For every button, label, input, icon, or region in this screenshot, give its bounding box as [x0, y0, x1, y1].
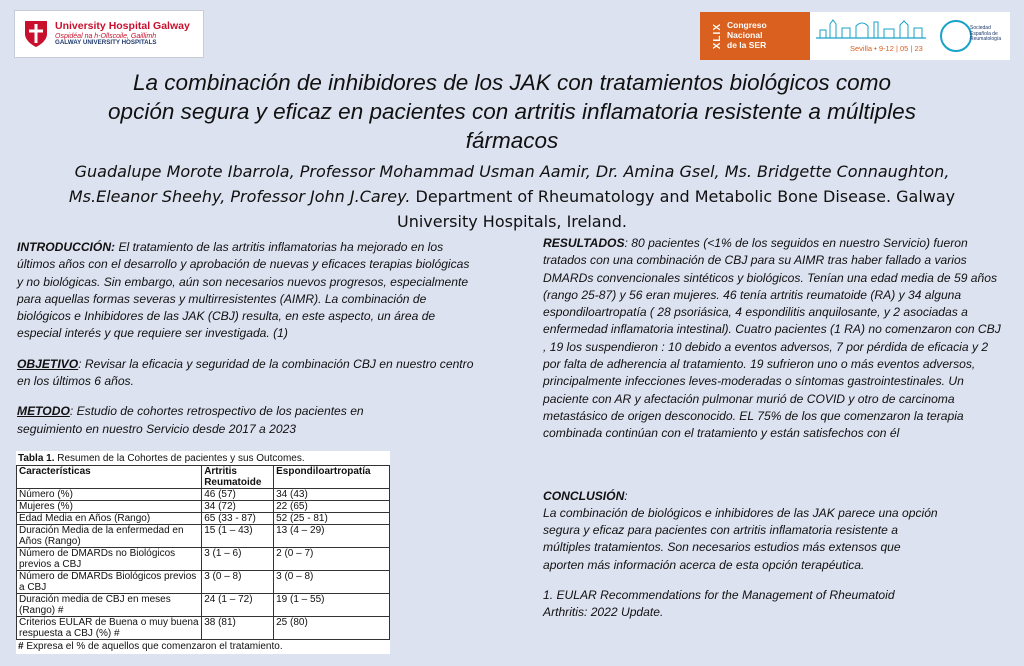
- congress-band: [700, 12, 810, 60]
- affiliation: Department of Rheumatology and Metabolic Bone Disease. Galway University Hospitals, Ireland.: [396, 187, 956, 231]
- intro-text: El tratamiento de las artritis inflamatorias ha mejorado en los últimos años con el desarrollo y aprobación de nuevas y eficaces terapias biológicas y no biológicas. Sin embargo, aún son necesarios nuevos progresos, especialmente para aquellas formas severas y multirresistentes (AIMR). La combinación de biológicos e Inhibidores de las JAK (CBJ) resulta, en este aspecto, un área de especial interés y que requiere ser investigada. (1): [17, 240, 470, 341]
- table-row: [17, 513, 390, 525]
- congress-title-line: Congreso: [727, 20, 767, 31]
- table-row: [17, 525, 390, 548]
- footnote-mark: #: [18, 641, 24, 652]
- header-spa: Espondiloartropatía: [274, 466, 390, 489]
- table-cell: 34 (43): [274, 489, 390, 501]
- author-names: Guadalupe Morote Ibarrola, Professor Mohammad Usman Aamir, Dr. Amina Gsel, Ms. Bridgette Connaughton, Ms.Eleanor Sheehy, Professor John J.Carey.: [68, 162, 950, 206]
- table-row: [17, 594, 390, 617]
- conclusion-label: CONCLUSIÓN: [543, 488, 625, 503]
- table-row: [17, 501, 390, 513]
- table-cell: 3 (0 – 8): [274, 571, 390, 594]
- header-ra: Artritis Reumatoide: [202, 466, 274, 489]
- table-cell: Número (%): [17, 489, 202, 501]
- table-header-row: [17, 466, 390, 489]
- conclusion-section: CONCLUSIÓN: La combinación de biológicos e inhibidores de las JAK parece una opción segura y eficaz para pacientes con artritis inflamatoria resistente a múltiples tratamientos. Son necesarios estudios más extensos que aporten más información acerca de esta opción terapéutica.: [543, 488, 938, 572]
- objective-text: : Revisar la eficacia y seguridad de la combinación CBJ en nuestro centro en los últimos 6 años.: [17, 356, 474, 389]
- table-cell: 3 (1 – 6): [202, 548, 274, 571]
- society-name: Sociedad Española de Reumatología: [970, 25, 1002, 42]
- table-cell: 19 (1 – 55): [274, 594, 390, 617]
- method-text: : Estudio de cohortes retrospectivo de los pacientes en seguimiento en nuestro Servicio desde 2017 a 2023: [17, 404, 364, 436]
- header-characteristics: Características: [17, 466, 202, 489]
- congress-title-line: de la SER: [727, 39, 767, 50]
- table-cell: Duración media de CBJ en meses (Rango) #: [17, 594, 202, 617]
- table-footnote: [16, 640, 390, 654]
- reference: 1. EULAR Recommendations for the Management of Rheumatoid Arthritis: 2022 Update.: [543, 588, 895, 620]
- skyline-icon: [816, 16, 926, 40]
- results-label: RESULTADOS: [543, 236, 625, 250]
- table-caption: [16, 451, 390, 465]
- table-row: [17, 548, 390, 571]
- table-cell: 34 (72): [202, 501, 274, 513]
- results-section: [543, 235, 1003, 443]
- table-caption-text: Resumen de la Cohortes de pacientes y sus Outcomes.: [54, 453, 305, 464]
- congress-logo: [700, 12, 1010, 60]
- table-cell: Duración Media de la enfermedad en Años (Rango): [17, 525, 202, 548]
- left-column: [17, 239, 477, 451]
- results-text: : 80 pacientes (<1% de los seguidos en nuestro Servicio) fueron tratados con una combinación de CBJ para su AIMR tras haber fallado a varios DMARDs convencionales sintéticos y biológicos. Tenían una edad media de 59 años (rango 25-87) y 56 eran mujeres. 46 tenía artritis reumatoide (RA) y 34 alguna espondiloartropatía ( 28 psoriásica, 4 espondilitis anquilosante, y 2 asociadas a enfermedad inflamatoria intestinal). Cuatro pacientes (1 RA) no comenzaron con CBJ , 19 los suspendieron : 10 debido a eventos adversos, 7 por pérdida de eficacia y 2 por falta de adherencia al tratamiento. 19 sufrieron uno o más eventos adversos, principalmente infecciones leves-moderadas o síntomas gastrointestinales. Un paciente con AR y afectación pulmonar murió de COVID y otro de carcinoma metastásico de origen desconocido. EL 75% de los que comenzaron la terapia combinada continúan con el tratamiento y están satisfechos con él: [543, 236, 1001, 441]
- objective-label: OBJETIVO: [17, 356, 79, 371]
- table-caption-label: Tabla 1.: [18, 453, 55, 464]
- table-cell: 38 (81): [202, 617, 274, 640]
- table-cell: Número de DMARDs no Biológicos previos a CBJ: [17, 548, 202, 571]
- hospital-logo: [14, 10, 204, 58]
- footnote-text: Expresa el % de aquellos que comenzaron el tratamiento.: [23, 641, 283, 652]
- hospital-irish-name: Ospidéal na h-Ollscoile, Gaillimh: [55, 32, 157, 40]
- congress-date: Sevilla • 9-12 | 05 | 23: [850, 44, 923, 53]
- table-cell: 25 (80): [274, 617, 390, 640]
- table-cell: 52 (25 - 81): [274, 513, 390, 525]
- objective-section: [17, 356, 477, 391]
- table-cell: 24 (1 – 72): [202, 594, 274, 617]
- congress-edition: XLIX: [712, 22, 723, 50]
- table-cell: 46 (57): [202, 489, 274, 501]
- ser-seal-icon: [940, 20, 972, 52]
- table-cell: 22 (65): [274, 501, 390, 513]
- hospital-group: GALWAY UNIVERSITY HOSPITALS: [55, 39, 157, 47]
- table-cell: 13 (4 – 29): [274, 525, 390, 548]
- table-cell: Mujeres (%): [17, 501, 202, 513]
- table-row: [17, 571, 390, 594]
- authors-block: [40, 159, 984, 234]
- table-cell: 15 (1 – 43): [202, 525, 274, 548]
- conclusion-text: La combinación de biológicos e inhibidores de las JAK parece una opción segura y eficaz para pacientes con artritis inflamatoria resistente a múltiples tratamientos. Son necesarios estudios más extensos que aporten más información acerca de esta opción terapéutica.: [543, 505, 938, 572]
- table-cell: Número de DMARDs Biológicos previos a CBJ: [17, 571, 202, 594]
- hospital-crest-icon: [23, 19, 49, 49]
- table-row: [17, 617, 390, 640]
- method-label: METODO: [17, 404, 70, 419]
- table-row: [17, 489, 390, 501]
- method-section: [17, 403, 367, 438]
- poster-title: La combinación de inhibidores de los JAK con tratamientos biológicos como opción segura y eficaz en pacientes con artritis inflamatoria resistente a múltiples fármacos: [108, 70, 916, 153]
- congress-title: [727, 21, 767, 50]
- intro-section: [17, 239, 477, 343]
- table-cell: Criterios EULAR de Buena o muy buena respuesta a CBJ (%) #: [17, 617, 202, 640]
- table-cell: Edad Media en Años (Rango): [17, 513, 202, 525]
- table-cell: 3 (0 – 8): [202, 571, 274, 594]
- right-column: [543, 235, 1003, 635]
- hospital-name: University Hospital Galway: [55, 19, 190, 32]
- data-table: [16, 465, 390, 640]
- table-cell: 65 (33 - 87): [202, 513, 274, 525]
- table-cell: 2 (0 – 7): [274, 548, 390, 571]
- intro-label: INTRODUCCIÓN:: [17, 240, 116, 254]
- congress-title-line: Nacional: [727, 30, 763, 41]
- cohort-table: [16, 451, 390, 654]
